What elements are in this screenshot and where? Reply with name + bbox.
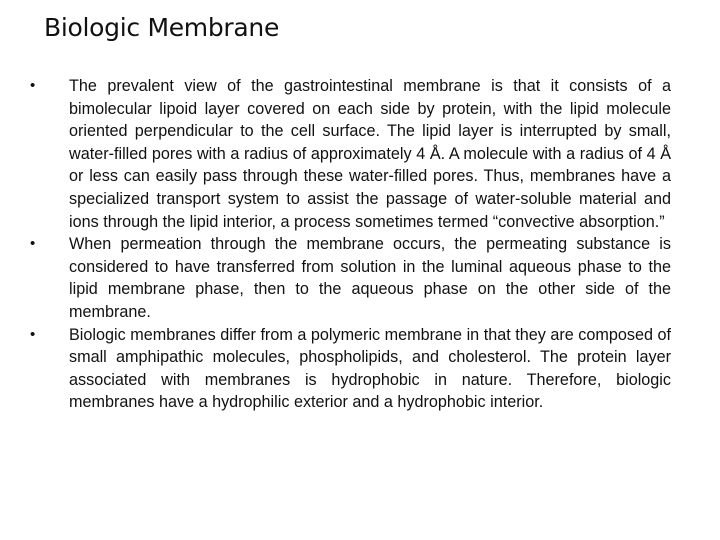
bullet-text-1: The prevalent view of the gastrointestinal membrane is that it consists of a bimolecular lipoid layer covered on each side by protein, with the lipid molecule oriented perpendicular to the cell surface. The lipid layer is interrupted by small, water-filled pores with a radius of approximately 4 Å. A molecule with a radius of 4 Å or less can easily pass through these water-filled pores. Thus, membranes have a specialized transport system to assist the passage of water-soluble material and ions through the lipid interior, a process sometimes termed “convective absorption.” — [69, 77, 671, 231]
bullet-item-1 — [30, 75, 671, 233]
bullet-item-2 — [30, 233, 671, 323]
bullet-marker: • — [30, 235, 36, 253]
slide-title: Biologic Membrane — [44, 13, 280, 42]
bullet-text-2: When permeation through the membrane occurs, the permeating substance is considered to have transferred from solution in the luminal aqueous phase to the lipid membrane phase, then to the aqueous phase on the other side of the membrane. — [69, 235, 671, 321]
bullet-marker: • — [30, 77, 36, 94]
bullet-marker: • — [30, 325, 36, 343]
bullet-item-3 — [30, 324, 671, 414]
bullet-list — [30, 75, 671, 414]
bullet-text-3: Biologic membranes differ from a polymeric membrane in that they are composed of small amphipathic molecules, phospholipids, and cholesterol. The protein layer associated with membranes is hydrophobic in nature. Therefore, biologic membranes have a hydrophilic exterior and a hydrophobic interior. — [69, 325, 671, 412]
